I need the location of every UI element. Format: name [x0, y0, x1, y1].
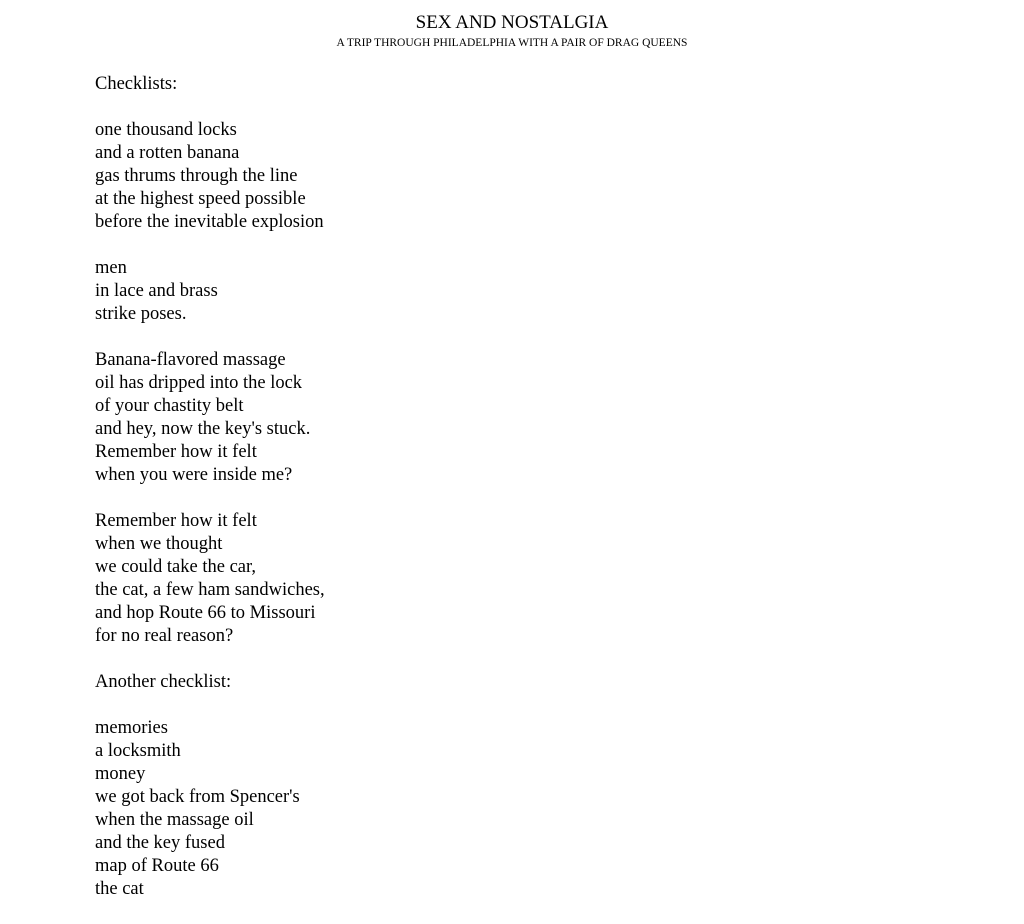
poem-line: and hey, now the key's stuck.	[95, 419, 311, 439]
poem-line: men	[95, 258, 127, 278]
poem-line: for no real reason?	[95, 626, 234, 646]
poem-line: gas thrums through the line	[95, 166, 298, 186]
poem-line: when you were inside me?	[95, 465, 293, 485]
poem-line: and hop Route 66 to Missouri	[95, 603, 316, 623]
poem-line: at the highest speed possible	[95, 189, 306, 209]
poem-line: strike poses.	[95, 304, 187, 324]
poem-line: the cat, a few ham sandwiches,	[95, 580, 325, 600]
poem-title: SEX AND NOSTALGIA	[415, 12, 609, 33]
poem-line: we could take the car,	[95, 557, 257, 577]
poem-line: Remember how it felt	[95, 511, 257, 531]
poem-line: Banana-flavored massage	[95, 350, 286, 370]
poem-stanza	[95, 349, 695, 487]
poem-line: memories	[95, 718, 168, 738]
poem-stanza	[95, 257, 695, 326]
poem-line: of your chastity belt	[95, 396, 244, 416]
poem-line: oil has dripped into the lock	[95, 373, 303, 393]
poem-body	[95, 73, 695, 924]
poem-line: in lace and brass	[95, 281, 218, 301]
poem-line: Remember how it felt	[95, 442, 257, 462]
poem-line: when the massage oil	[95, 810, 254, 830]
poem-line: and the key fused	[95, 833, 225, 853]
poem-line: Checklists:	[95, 74, 178, 94]
poem-line: we got back from Spencer's	[95, 787, 300, 807]
poem-line: Another checklist:	[95, 672, 232, 692]
poem-stanza	[95, 119, 695, 234]
poem-line: one thousand locks	[95, 120, 237, 140]
poem-line: money	[95, 764, 146, 784]
poem-stanza	[95, 510, 695, 648]
poem-stanza	[95, 717, 695, 901]
poem-stanza	[95, 671, 695, 694]
poem-line: map of Route 66	[95, 856, 219, 876]
poem-subtitle: A TRIP THROUGH PHILADELPHIA WITH A PAIR OF DRAG QUEENS	[336, 37, 688, 49]
poem-line: and a rotten banana	[95, 143, 240, 163]
poem-line: when we thought	[95, 534, 223, 554]
poem-line: the cat	[95, 879, 144, 899]
poem-stanza	[95, 73, 695, 96]
poem-line: a locksmith	[95, 741, 181, 761]
poem-line: before the inevitable explosion	[95, 212, 324, 232]
